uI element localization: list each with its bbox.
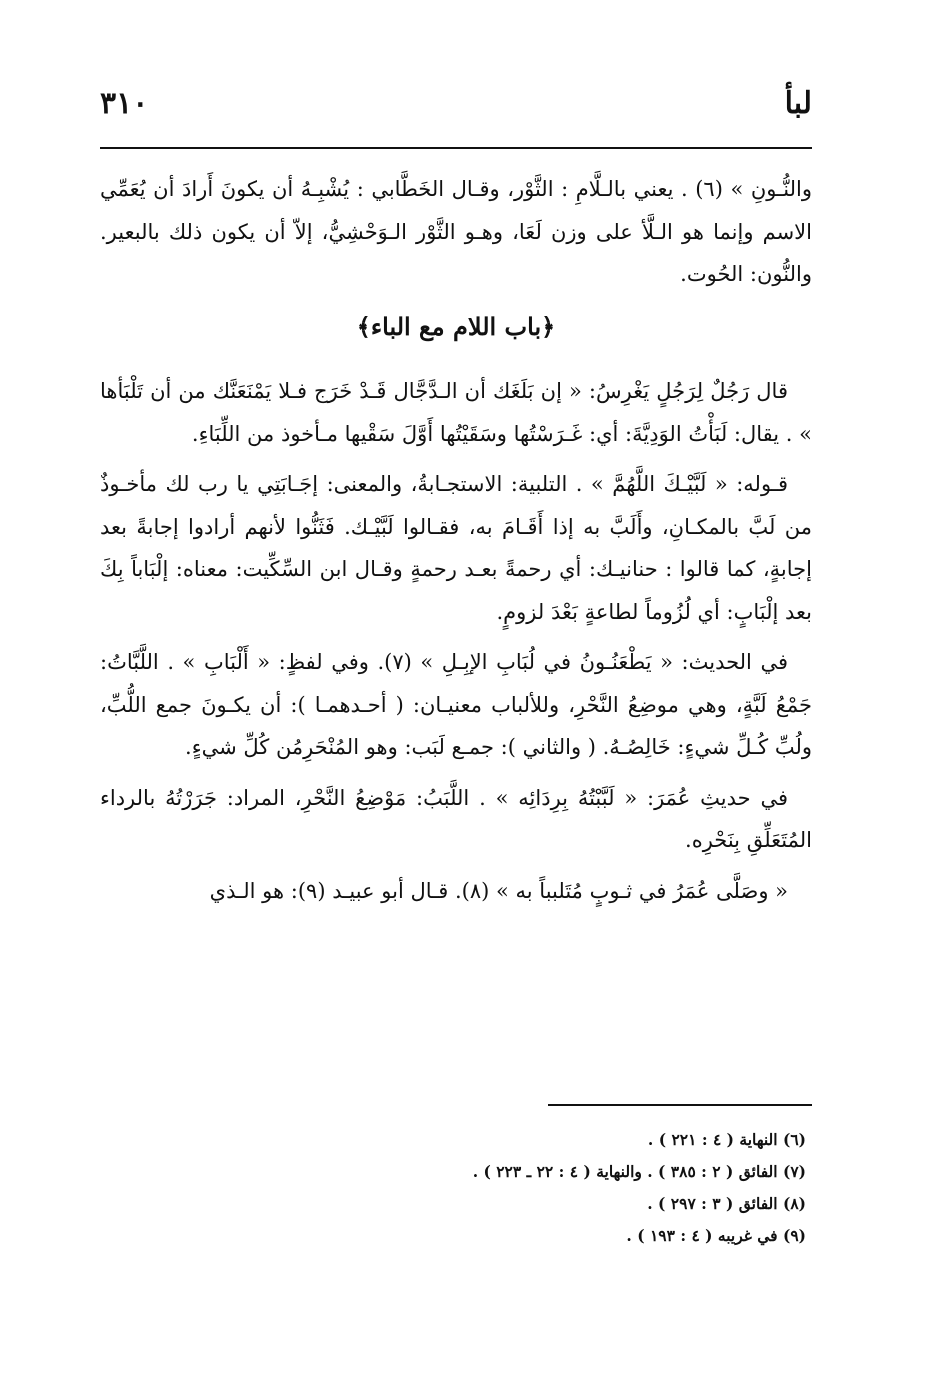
footnote: (٨) الفائق ( ٣ : ٢٩٧ ) .: [647, 1194, 806, 1213]
paragraph: في الحديث: « يَطْعَنُـونُ في لُبَابِ الإبِـلِ » (٧). وفي لفظٍ: « أَلْبَابِ » . اللَّبَّاتُ: جَمْعُ لَبَّةٍ، وهي موضِعُ النَّحْرِ، وللألباب معنيـان: ( أحـدهمـا ): أن يكـونَ جمع اللُّبِّ، ولُبِّ كُـلِّ شيءٍ: خَالِصُـهُ. ( والثاني ): جمـع لَبَب: وهو المُنْحَرِمُن كُلِّ شيءٍ.: [100, 650, 812, 759]
running-head: لبأ: [784, 86, 812, 121]
section-title: ﴿باب اللام مع الباء﴾: [356, 311, 556, 341]
paragraph: قـوله: « لَبَّيْـكَ اللَّهُمَّ » . التلبية: الاستجـابةُ، والمعنى: إجَـابَتِي يا رب لك مأخـوذٌ من لَبَّ بالمكـانِ، وأَلَبَّ به إذا أَقَـامَ به، فقـالوا لَبَّيْـك. فَثَنُّوا لأنهم أرادوا إجابةً بعد إجابةٍ، كما قالوا : حنانيـك: أي رحمةً بعـد رحمةٍ وقـال ابن السِّكِّيت: معناه: إلْبَاباً بِكَ بعد إلْبَابٍ: أي لُزُوماً لطاعةٍ بَعْدَ لزومٍ.: [100, 472, 812, 624]
paragraph: قال رَجُلٌ لِرَجُلٍ يَغْرِسُ: « إن بَلَغَك أن الـدَّجَّال قَـدْ خَرَج فـلا يَمْنَعَنَّك من أن تَلْبَأها » . يقال: لَبَأْتُ الوَدِيَّةَ: أي: غَـرَسْتُها وسَقَيْتُها أَوَّلَ سَقْيها مـأخوذ من اللِّبَاءِ.: [100, 379, 812, 446]
paragraph: في حديثِ عُمَرَ: « لَبَّبْتُهُ بِرِدَائِه » . اللَّبَبُ: مَوْضِعُ النَّحْرِ، المراد: جَرَرْتُهُ بالرداء المُتَعَلِّقِ بِنَحْرِه.: [100, 785, 812, 852]
footnote: (٧) الفائق ( ٢ : ٣٨٥ ) . والنهاية ( ٤ : ٢٢ ـ ٢٢٣ ) .: [472, 1162, 806, 1181]
page-number: ٣١٠: [100, 86, 149, 121]
paragraph-continuation: والنُّـونِ » (٦) . يعني بالـلَّامِ : الثَّوْر، وقـال الخَطَّابي : يُشْبِـهُ أن يكونَ أَرادَ أن يُعَمِّي الاسم وإنما هو الـلَّأ على وزن لَعَا، وهـو الثَّوْر الـوَحْشِيُّ، إلاّ أن يكون ذلك بالبعير. والنُّون: الحُوت.: [100, 177, 812, 286]
header-rule: [100, 147, 812, 149]
main-text: [100, 168, 812, 920]
paragraph: « وصَلَّى عُمَرُ في ثـوبٍ مُتَلبباً به » (٨). قـال أبو عبيـد (٩): هو الـذي: [209, 878, 788, 903]
footnotes: [100, 1124, 806, 1252]
page-header: [100, 82, 812, 132]
footnote: (٦) النهاية ( ٤ : ٢٢١ ) .: [647, 1130, 806, 1149]
footnote: (٩) في غريبه ( ٤ : ١٩٣ ) .: [626, 1226, 806, 1245]
footnote-rule: [548, 1104, 812, 1106]
